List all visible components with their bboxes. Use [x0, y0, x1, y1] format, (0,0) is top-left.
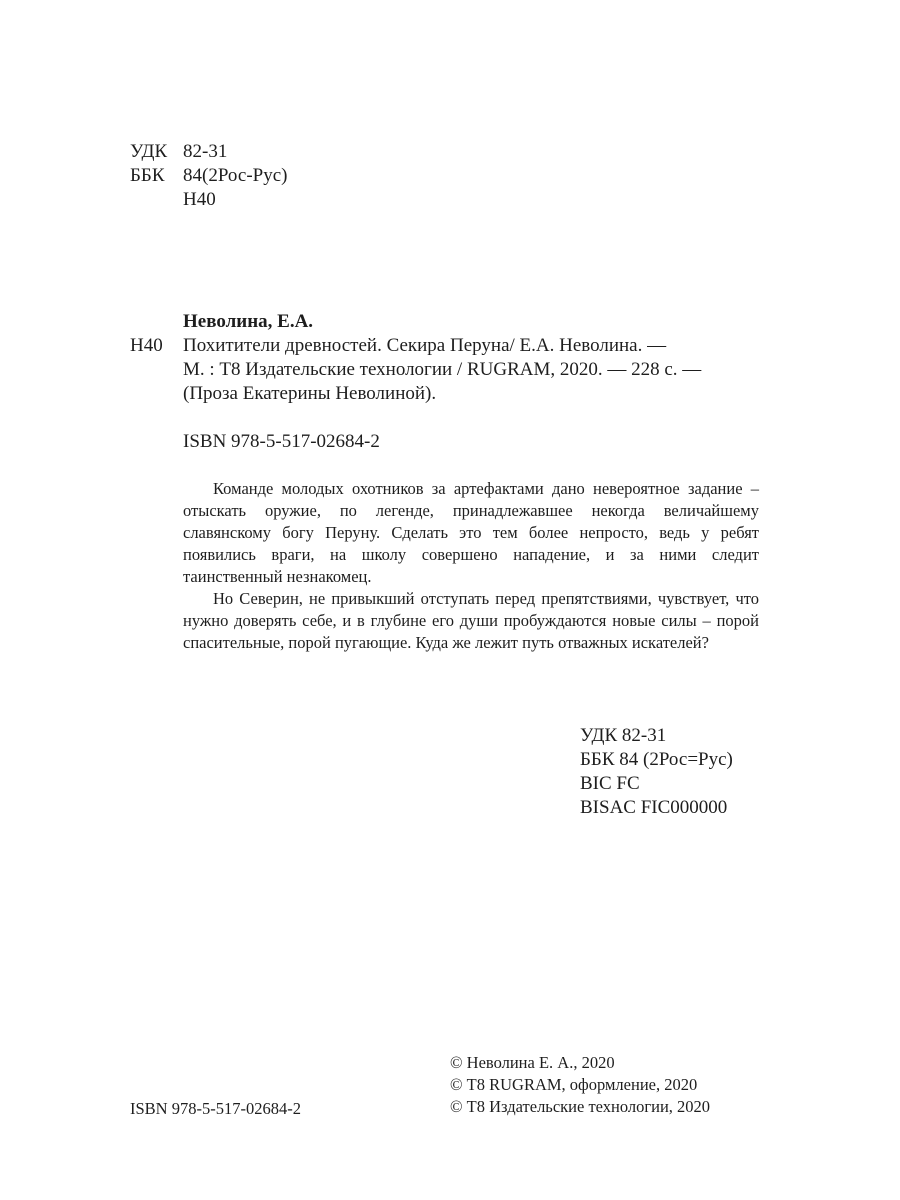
copyright-line-1: © Неволина Е. А., 2020 — [450, 1053, 615, 1072]
record-line-1: Похитители древностей. Секира Перуна/ Е.А. Неволина. — — [183, 335, 667, 356]
bbk-row — [130, 164, 287, 188]
udk-label: УДК — [130, 141, 168, 162]
annotation-paragraph-1: Команде молодых охотников за артефактами дано невероятное задание – отыскать оружие, по легенде, принадлежавшее некогда величайшему славянскому богу Перуну. Сделать это тем более непросто, ведь у ребят появились враги, на школу совершено нападение, и за ними следит таинственный незнакомец. — [183, 479, 759, 586]
codes-bisac: BISAC FIC000000 — [580, 797, 728, 818]
bibliographic-record — [183, 334, 701, 406]
udk-value: 82-31 — [183, 141, 228, 162]
copyright-block — [450, 1052, 710, 1118]
codes-udk: УДК 82-31 — [580, 725, 667, 746]
bbk-label: ББК — [130, 165, 165, 186]
annotation — [183, 478, 759, 654]
annotation-paragraph-2: Но Северин, не привыкший отступать перед препятствиями, чувствует, что нужно доверять себе, и в глубине его души пробуждаются новые силы – порой спасительные, порой пугающие. Куда же лежит путь отважных искателей? — [183, 589, 759, 652]
record-mark: Н40 — [130, 335, 163, 356]
author-heading: Неволина, Е.А. — [183, 311, 314, 332]
record-line-2: М. : Т8 Издательские технологии / RUGRAM, 2020. — 228 с. — — [183, 359, 702, 380]
footer-isbn: ISBN 978-5-517-02684-2 — [130, 1099, 301, 1118]
author-mark-row — [130, 188, 287, 212]
record-line-3: (Проза Екатерины Неволиной). — [183, 383, 437, 404]
copyright-line-2: © Т8 RUGRAM, оформление, 2020 — [450, 1075, 698, 1094]
copyright-line-3: © Т8 Издательские технологии, 2020 — [450, 1097, 711, 1116]
codes-bic: BIC FC — [580, 773, 640, 794]
classification-block — [130, 140, 287, 212]
bbk-value: 84(2Рос-Рус) — [183, 165, 288, 186]
author-mark: Н40 — [183, 189, 216, 210]
codes-bbk: ББК 84 (2Рос=Рус) — [580, 749, 733, 770]
udk-row — [130, 140, 287, 164]
codes-block — [580, 724, 733, 820]
record-isbn: ISBN 978-5-517-02684-2 — [183, 431, 380, 452]
